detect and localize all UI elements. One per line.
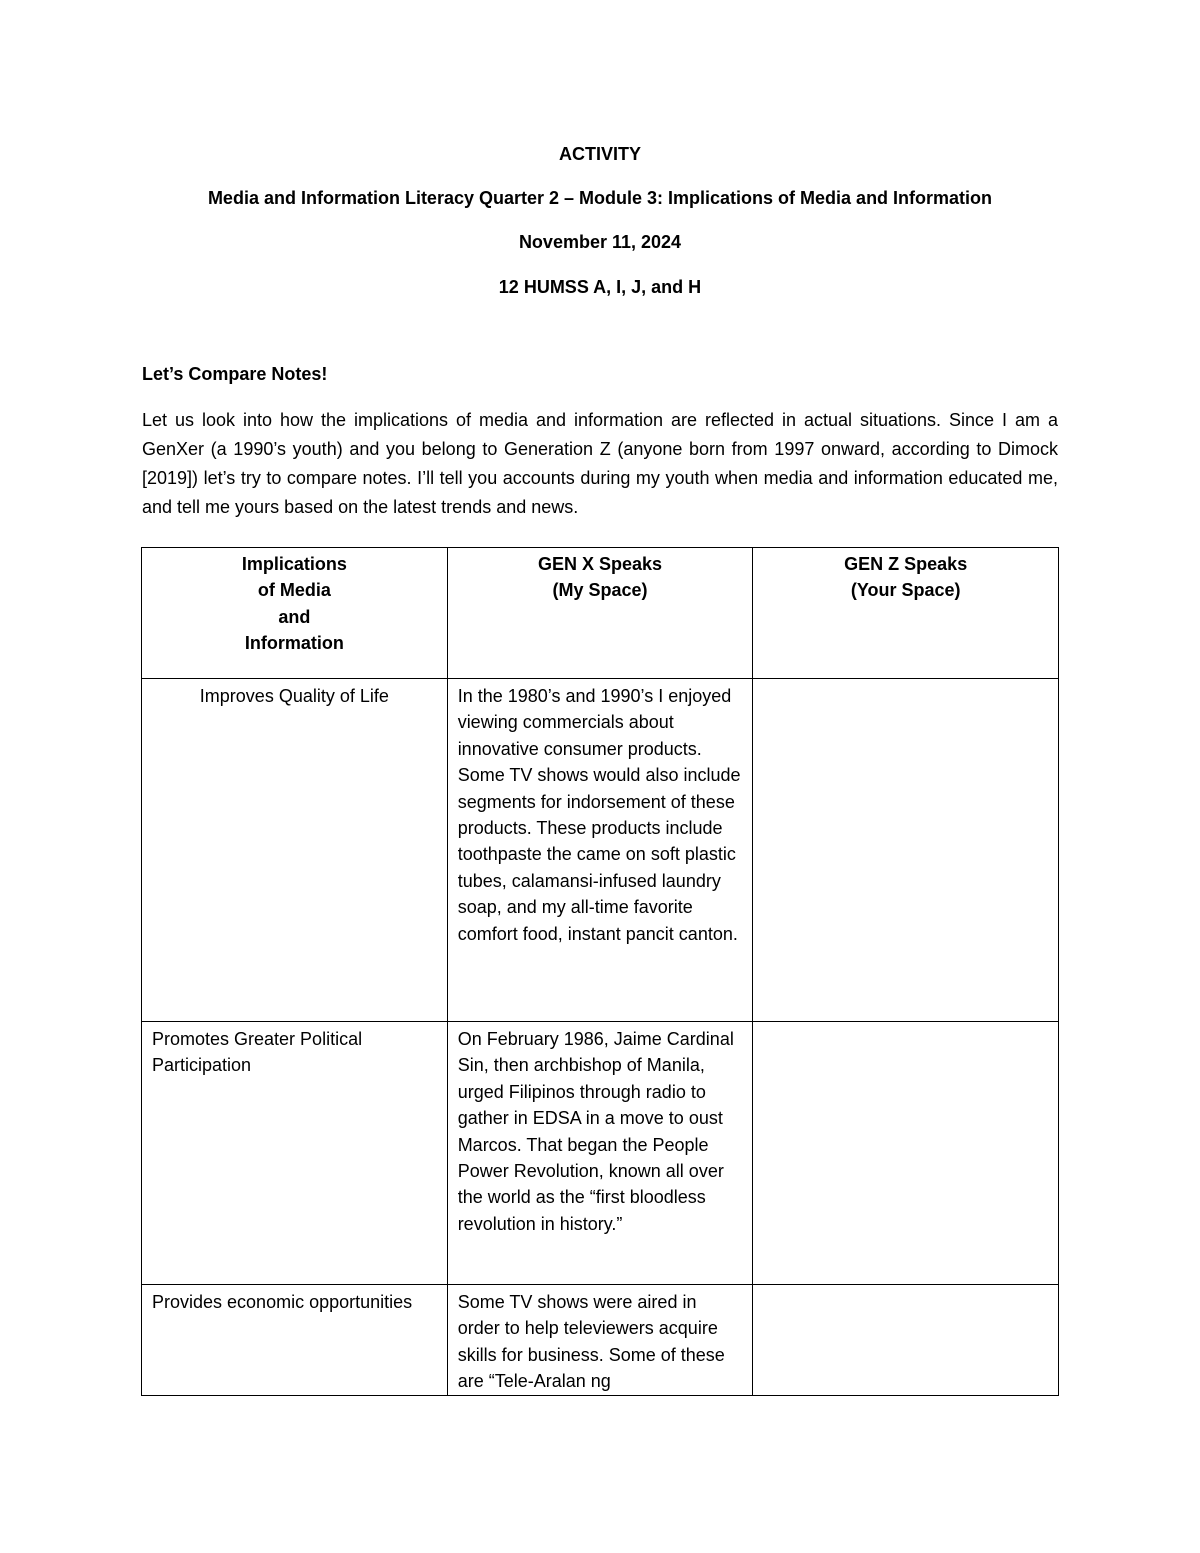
- header-gen-z: [753, 548, 1059, 679]
- intro-paragraph: Let us look into how the implications of media and information are reflected in actual situations. Since I am a GenXer (a 1990’s youth) and you belong to Generation Z (anyone born from 1997 onward, according to Dimock [2019]) let’s try to compare notes. I’ll tell you accounts during my youth when media and information educated me, and tell me yours based on the latest trends and news.: [142, 410, 1058, 517]
- header-gen-x: [447, 548, 753, 679]
- gen-x-cell: In the 1980’s and 1990’s I enjoyed viewing commercials about innovative consumer products. Some TV shows would also include segments for indorsement of these products. These products include toothpaste the came on soft plastic tubes, calamansi-infused laundry soap, and my all-time favorite comfort food, instant pancit canton.: [447, 679, 753, 1022]
- module-subtitle: Media and Information Literacy Quarter 2 – Module 3: Implications of Media and Information: [207, 188, 993, 208]
- header-implications-line: of Media: [257, 580, 331, 601]
- header-implications-line: Information: [244, 633, 344, 654]
- table-row: [142, 1285, 1059, 1396]
- gen-z-cell[interactable]: [753, 679, 1059, 1022]
- section-heading: Let’s Compare Notes!: [142, 364, 328, 384]
- header-implications-line: and: [278, 606, 311, 627]
- implication-cell: Improves Quality of Life: [142, 679, 448, 1022]
- gen-x-cell: Some TV shows were aired in order to help televiewers acquire skills for business. Some of these are “Tele-Aralan ng: [447, 1285, 753, 1396]
- gen-x-cell: On February 1986, Jaime Cardinal Sin, then archbishop of Manila, urged Filipinos through radio to gather in EDSA in a move to oust Marcos. That began the People Power Revolution, known all over the world as the “first bloodless revolution in history.”: [447, 1022, 753, 1285]
- implication-cell: Promotes Greater Political Participation: [142, 1022, 448, 1285]
- table-header-row: [142, 548, 1059, 679]
- table-row: [142, 1022, 1059, 1285]
- class-sections: 12 HUMSS A, I, J, and H: [498, 277, 702, 297]
- header-implications-line: Implications: [241, 554, 347, 574]
- comparison-table: [141, 547, 1059, 1396]
- header-gen-z-line: (Your Space): [850, 580, 961, 601]
- table-row: [142, 679, 1059, 1022]
- header-gen-z-line: GEN Z Speaks: [844, 554, 968, 574]
- header-gen-x-line: (My Space): [552, 580, 648, 601]
- implication-cell: Provides economic opportunities: [142, 1285, 448, 1396]
- activity-date: November 11, 2024: [518, 232, 682, 252]
- header-gen-x-line: GEN X Speaks: [537, 554, 663, 574]
- gen-z-cell[interactable]: [753, 1285, 1059, 1396]
- gen-z-cell[interactable]: [753, 1022, 1059, 1285]
- activity-title: ACTIVITY: [558, 144, 641, 164]
- header-implications: [142, 548, 448, 679]
